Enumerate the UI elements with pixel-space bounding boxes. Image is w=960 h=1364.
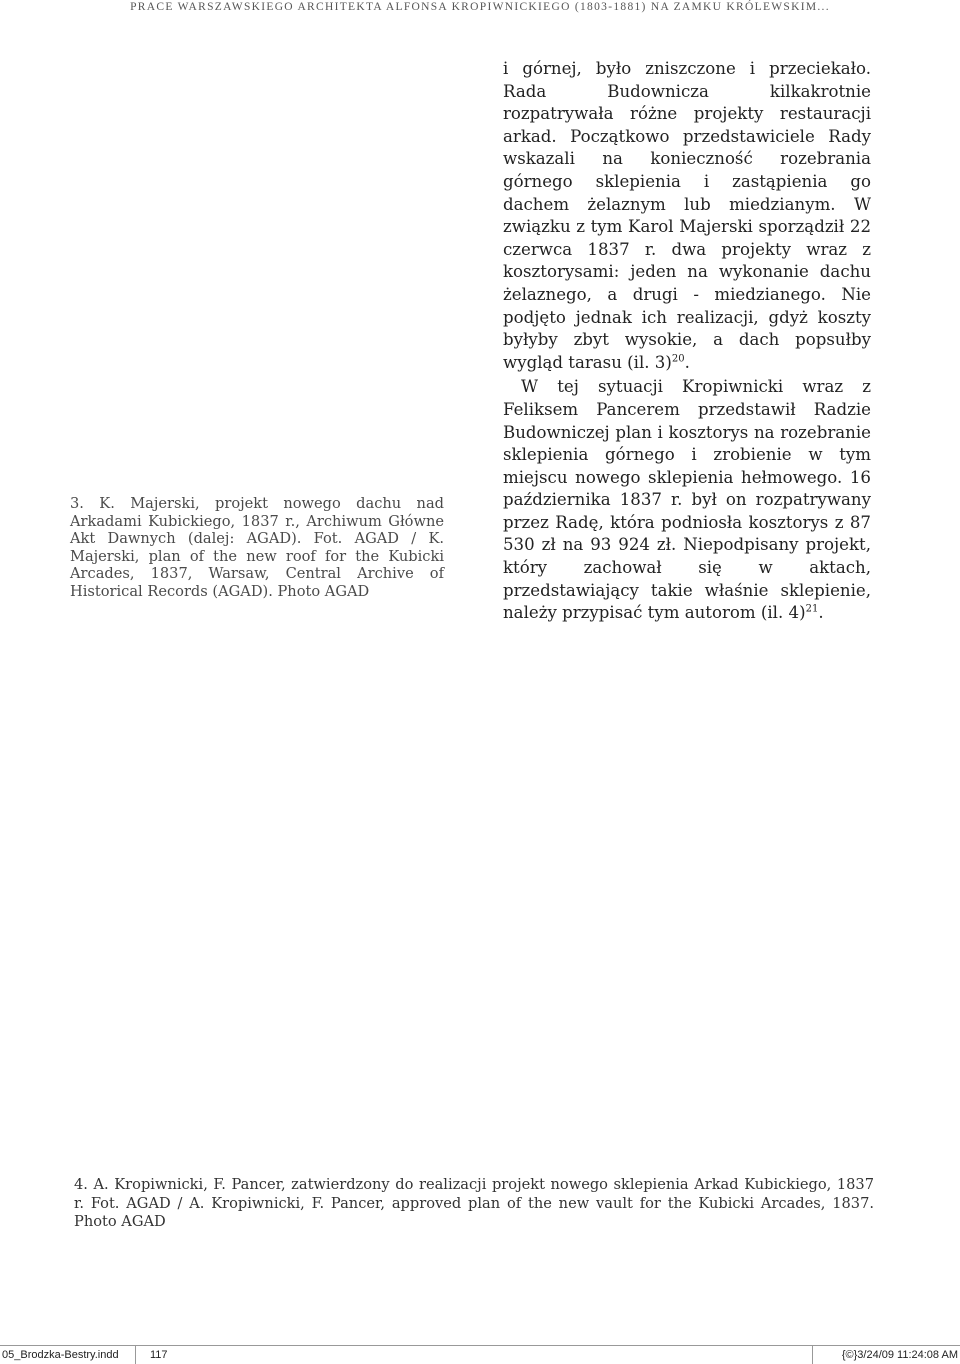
footer-timestamp: {©}3/24/09 11:24:08 AM bbox=[841, 1349, 958, 1361]
footer-divider-2 bbox=[812, 1346, 813, 1364]
print-footer bbox=[0, 1345, 960, 1364]
paragraph-2-end: . bbox=[818, 603, 824, 623]
paragraph-1 bbox=[503, 58, 871, 374]
paragraph-1-text: i górnej, było zniszczone i przeciekało. Rada Budownicza kilkakrotnie rozpatrywała różne projekty restauracji arkad. Początkowo przedstawiciele Rady wskazali na konieczność rozebrania górnego sklepienia i zastąpienia go dachem żelaznym lub miedzianym. W związku z tym Karol Majerski sporządził 22 czerwca 1837 r. dwa projekty wraz z kosztorysami: jeden na wykonanie dachu żelaznego, a drugi - miedzianego. Nie podjęto jednak ich realizacji, gdyż koszty byłyby zbyt wysokie, a dach popsułby wygląd tarasu (il. 3) bbox=[503, 59, 871, 372]
figure-3-caption-text: 3. K. Majerski, projekt nowego dachu nad Arkadami Kubickiego, 1837 r., Archiwum Główne Akt Dawnych (dalej: AGAD). Fot. AGAD / K. Majerski, plan of the new roof for the Kubicki Arcades, 1837, Warsaw, Central Archive of Historical Records (AGAD). Photo AGAD bbox=[70, 495, 444, 600]
paragraph-2 bbox=[503, 376, 871, 625]
paragraph-2-text: W tej sytuacji Kropiwnicki wraz z Feliksem Pancerem przedstawił Radzie Budowniczej plan i kosztorys na rozebranie sklepienia górnego i zrobienie w tym miejscu nowego sklepienia hełmowego. 16 października 1837 r. był on rozpatrywany przez Radę, która podniosła kosztorys z 87 530 zł na 93 924 zł. Niepodpisany projekt, który zachował się w aktach, przedstawiający takie właśnie sklepienie, należy przypisać tym autorom (il. 4) bbox=[503, 377, 871, 623]
footnote-ref-21: 21 bbox=[805, 603, 819, 615]
figure-3-caption bbox=[70, 495, 444, 601]
figure-4-caption bbox=[74, 1176, 874, 1232]
footer-page-number: 117 bbox=[150, 1349, 168, 1361]
footer-filename: 05_Brodzka-Bestry.indd bbox=[2, 1349, 119, 1361]
body-text bbox=[503, 58, 871, 625]
footnote-ref-20: 20 bbox=[671, 353, 685, 365]
figure-4-caption-text: 4. A. Kropiwnicki, F. Pancer, zatwierdzony do realizacji projekt nowego sklepienia Arkad Kubickiego, 1837 r. Fot. AGAD / A. Kropiwnicki, F. Pancer, approved plan of the new vault for the Kubicki Arcades, 1837. Photo AGAD bbox=[74, 1176, 874, 1231]
paragraph-1-end: . bbox=[684, 352, 690, 372]
footer-divider bbox=[135, 1346, 136, 1364]
running-head: PRACE WARSZAWSKIEGO ARCHITEKTA ALFONSA KROPIWNICKIEGO (1803-1881) NA ZAMKU KRÓLEWSKIM... bbox=[130, 1, 830, 13]
